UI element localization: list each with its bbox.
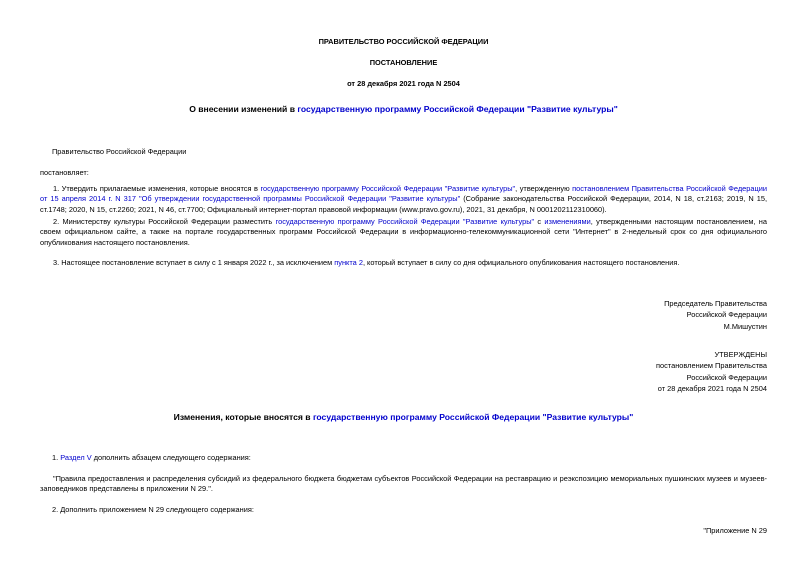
program-link[interactable]: государственную программу Российской Федерации "Развитие культуры" [312,412,634,422]
changes-title-text: Изменения, которые вносятся в [173,412,313,422]
paragraph-3-text: 3. Настоящее постановление вступает в силу с 1 января 2022 г., за исключением [53,258,335,267]
changes-title [0,412,807,422]
issuer-text: Правительство Российской Федерации [52,147,187,156]
paragraph-1-text: , утвержденную [515,184,573,193]
change-item-1-text: дополнить абзацем следующего содержания: [91,453,251,462]
approval-org: Российской Федерации [686,372,767,382]
signature-position: Председатель Правительства [664,299,767,308]
signature-block [467,298,767,332]
program-link[interactable]: государственную программу Российской Федерации "Развитие культуры" [275,217,535,226]
change-item-1-text: 1. [52,453,61,462]
paragraph-1 [40,184,767,215]
point-2-link[interactable]: пункта 2 [334,258,363,267]
change-item-1 [52,453,251,462]
changes-link[interactable]: изменениями [544,217,591,226]
paragraph-2-text: 2. Министерству культуры Российской Федерации разместить [53,217,276,226]
signature-org: Российской Федерации [686,310,767,320]
change-item-2: 2. Дополнить приложением N 29 следующего содержания: [52,505,254,514]
government-heading: ПРАВИТЕЛЬСТВО РОССИЙСКОЙ ФЕДЕРАЦИИ [318,37,489,46]
paragraph-2-text: с [534,217,545,226]
program-link[interactable]: государственную программу Российской Федерации "Развитие культуры" [297,104,618,114]
decree-type-heading: ПОСТАНОВЛЕНИЕ [369,58,438,67]
decree-date: от 28 декабря 2021 года N 2504 [347,79,460,88]
quoted-rule: "Правила предоставления и распределения субсидий из федерального бюджета бюджетам субъектов Российской Федерации на реставрацию и реэкспозицию мемориальных пушкинских музеев и музеев-заповедников представлены в приложении N 29.". [40,474,767,494]
approval-word: УТВЕРЖДЕНЫ [714,350,767,359]
paragraph-3 [40,258,767,268]
resolution-317-link[interactable]: постановлением Правительства Российской Федерации от 15 апреля 2014 г. N 317 "Об утверждении государственной программы Российской Федерации "Развитие культуры" [40,184,767,204]
approval-date: от 28 декабря 2021 года N 2504 [657,384,767,394]
decree-title [0,104,807,114]
section-v-link[interactable]: Раздел V [60,453,92,462]
paragraph-2 [40,217,767,248]
approval-by: постановлением Правительства [656,361,767,371]
paragraph-1-text: 1. Утвердить прилагаемые изменения, которые вносятся в [53,184,261,193]
program-link[interactable]: государственную программу Российской Федерации "Развитие культуры" [260,184,516,193]
decree-word: постановляет: [40,168,89,177]
decree-title-text: О внесении изменений в [189,104,298,114]
paragraph-3-text: , который вступает в силу со дня официального опубликования настоящего постановления. [362,258,680,267]
paragraph-1-text: (Собрание законодательства Российской Федерации, 2014, N 18, ст.2163; 2019, N 15, ст.1748; 2020, N 15, ст.2260; 2021, N 46, ст.7700; Официальный интернет-портал правовой информации (www.pravo.gov.ru), 2021, 31 декабря, N 0001202112310060). [40,194,767,214]
signature-name: М.Мишустин [723,321,767,331]
paragraph-2-text: , утвержденными настоящим постановлением, на своем официальном сайте, а также на портале государственных программ Российской Федерации в информационно-телекоммуникационной сети "Интернет" в 2-недельный срок со дня официального опубликования настоящего постановления. [40,217,767,247]
approval-block [467,349,767,395]
appendix-label: "Приложение N 29 [703,526,767,535]
